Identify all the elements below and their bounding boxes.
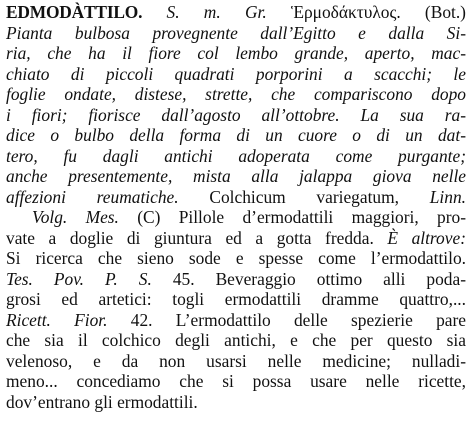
entry-text: Ricett. Fior.	[6, 309, 108, 330]
entry-line	[6, 310, 466, 331]
entry-line	[6, 289, 466, 310]
entry-text: ria, che ha il fiore col lembo grande, aperto, mac-	[6, 43, 466, 63]
entry-line	[6, 269, 466, 290]
entry-text: dice o bulbo della forma di un cuore o di un dat-	[6, 125, 466, 145]
entry-line	[6, 125, 466, 146]
entry-line	[6, 187, 466, 208]
entry-line	[6, 166, 466, 187]
entry-text: meno... concediamo che si possa usare nelle ricette,	[6, 371, 466, 391]
entry-line	[6, 23, 466, 44]
entry-line	[6, 228, 466, 249]
entry-line	[6, 105, 466, 126]
entry-text: che sia il colchico degli antichi, e che per questo sia	[6, 330, 466, 350]
entry-text: dov’entrano gli ermodattili.	[6, 391, 198, 412]
entry-line	[6, 392, 466, 413]
entry-line	[6, 146, 466, 167]
entry-text: 45. Beveraggio ottimo alli poda-	[151, 268, 466, 289]
entry-text: Colchicum variegatum,	[178, 186, 430, 207]
entry-text: chiato di piccoli quadrati porporini a scacchi; le	[6, 63, 466, 84]
entry-text: vate a doglie di giuntura ed a gotta fredda.	[6, 227, 388, 248]
entry-text: Linn.	[429, 186, 466, 207]
entry-text: foglie ondate, distese, strette, che compariscono dopo	[6, 84, 466, 104]
entry-line	[6, 64, 466, 85]
entry-text: (C) Pillole d’ermodattili maggiori, pro-	[118, 207, 466, 227]
entry-text: Ἑρμοδάκτυλος. (Bot.)	[266, 2, 466, 22]
entry-text: Volg. Mes.	[32, 207, 119, 227]
entry-line	[6, 330, 466, 351]
headword: EDMODÀTTILO.	[6, 2, 143, 22]
entry-text: Si ricerca che sieno sode e spesse come l’ermodattilo.	[6, 248, 466, 268]
entry-line	[6, 371, 466, 392]
entry-text: tero, fu dagli antichi adoperata come purgante;	[6, 145, 466, 166]
entry-text: Pianta bulbosa provegnente dall’Egitto e dalla Si-	[6, 22, 466, 43]
entry-text: i fiori; fiorisce dall’agosto all’ottobre. La sua ra-	[6, 104, 466, 125]
entry-line	[6, 84, 466, 105]
entry-line	[6, 2, 466, 23]
entry-text: grosi ed artetici: togli ermodattili dramme quattro,...	[6, 289, 466, 309]
entry-text: S. m. Gr.	[166, 2, 267, 22]
entry-line	[6, 43, 466, 64]
entry-line	[6, 248, 466, 269]
entry-text	[142, 2, 166, 22]
entry-text: È altrove:	[387, 227, 466, 248]
entry-text: Tes. Pov. P. S.	[6, 268, 152, 289]
entry-text: anche presentemente, mista alla jalappa giova nelle	[6, 166, 466, 186]
entry-line	[6, 207, 466, 228]
entry-text: 42. L’ermodattilo delle spezierie pare	[107, 309, 466, 330]
entry-text: affezioni reumatiche.	[6, 186, 179, 207]
entry-line	[6, 351, 466, 372]
entry-text: velenoso, e da non usarsi nelle medicine; nulladi-	[6, 350, 466, 371]
